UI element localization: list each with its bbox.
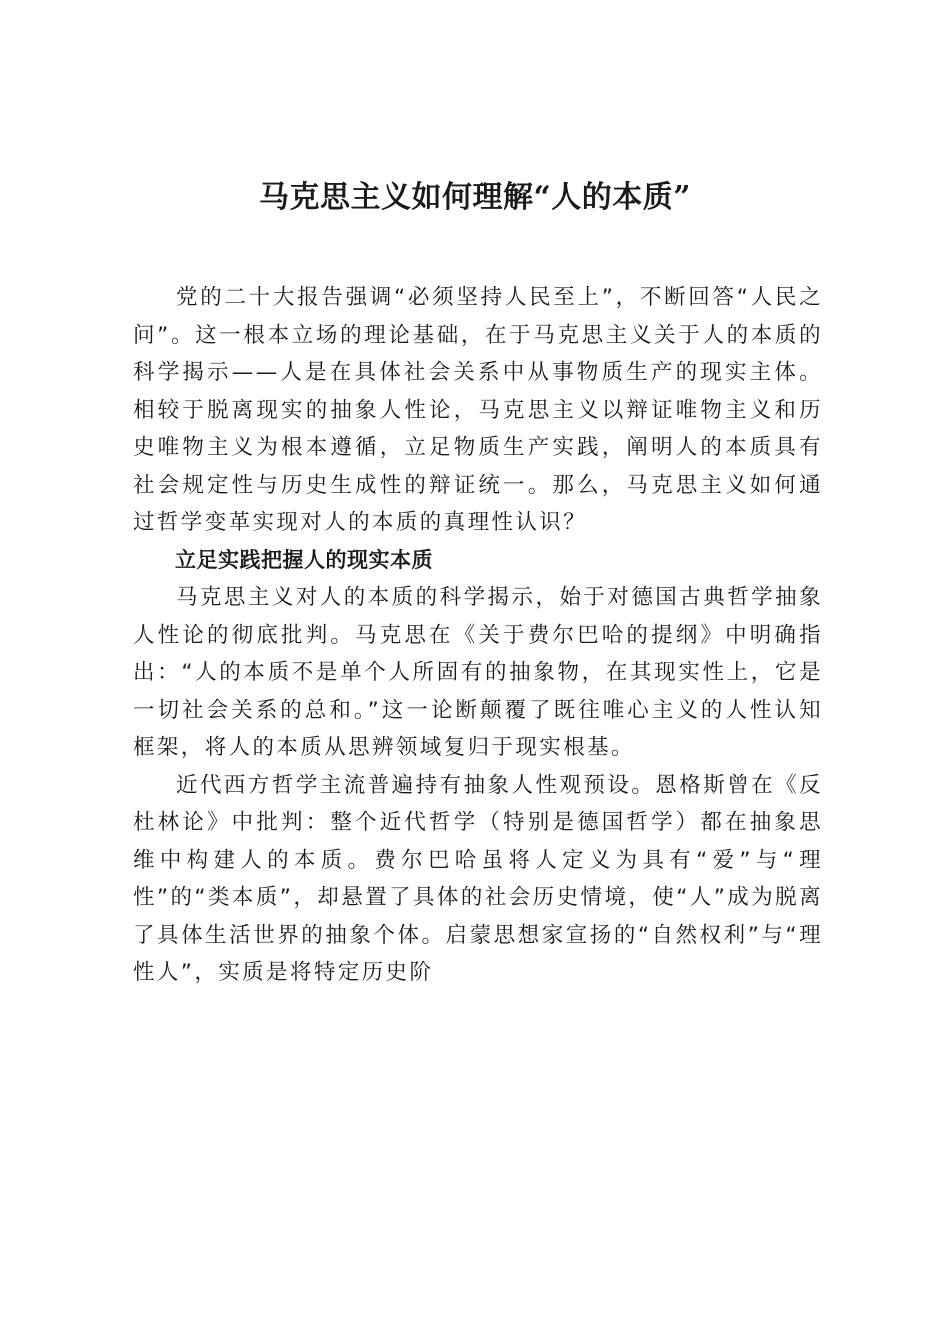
section-heading: 立足实践把握人的现实本质 (175, 547, 433, 572)
section-paragraph-1: 马克思主义对人的本质的科学揭示，始于对德国古典哲学抽象人性论的彻底批判。马克思在《关于费尔巴哈的提纲》中明确指出：“人的本质不是单个人所固有的抽象物，在其现实性上，它是一切社会关系的总和。”这一论断颠覆了既往唯心主义的人性认知框架，将人的本质从思辨领域复归于现实根基。 (133, 585, 823, 760)
section-paragraph-2: 近代西方哲学主流普遍持有抽象人性观预设。恩格斯曾在《反杜林论》中批判：整个近代哲学（特别是德国哲学）都在抽象思维中构建人的本质。费尔巴哈虽将人定义为具有“爱”与“理性”的“类本质”，却悬置了具体的社会历史情境，使“人”成为脱离了具体生活世界的抽象个体。启蒙思想家宣扬的“自然权利”与“理性人”，实质是将特定历史阶 (133, 772, 823, 985)
intro-paragraph: 党的二十大报告强调“必须坚持人民至上”，不断回答“人民之问”。这一根本立场的理论基础，在于马克思主义关于人的本质的科学揭示——人是在具体社会关系中从事物质生产的现实主体。相较于脱离现实的抽象人性论，马克思主义以辩证唯物主义和历史唯物主义为根本遵循，立足物质生产实践，阐明人的本质具有社会规定性与历史生成性的辩证统一。那么，马克思主义如何通过哲学变革实现对人的本质的真理性认识？ (133, 285, 823, 535)
document-title: 马克思主义如何理解“人的本质” (258, 180, 691, 215)
document-body (133, 279, 823, 992)
